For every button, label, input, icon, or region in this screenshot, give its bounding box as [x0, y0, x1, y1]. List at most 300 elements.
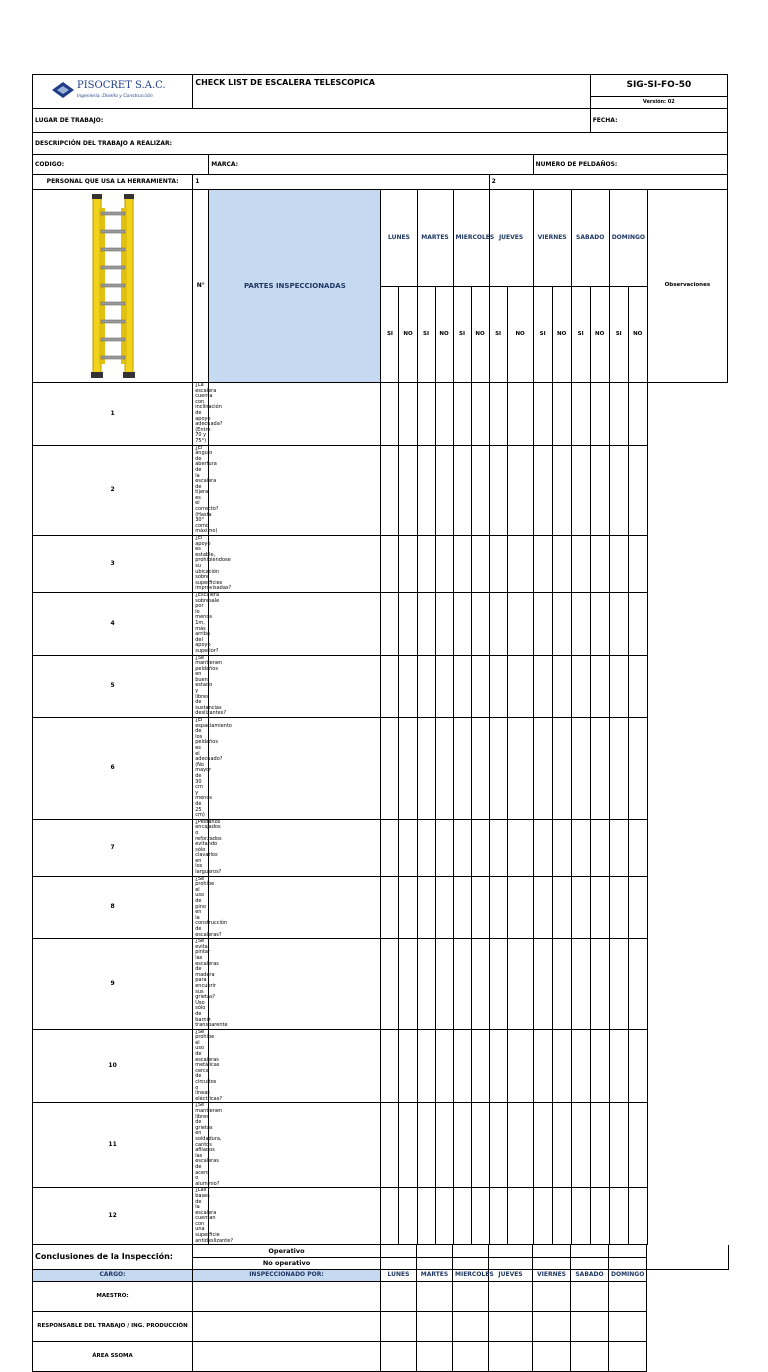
- check-cell[interactable]: [590, 655, 609, 718]
- sig-day-viernes: VIERNES: [533, 1269, 571, 1281]
- check-cell[interactable]: [489, 876, 507, 939]
- signature-row-label: MAESTRO:: [33, 1281, 193, 1311]
- check-cell[interactable]: [209, 819, 381, 876]
- check-cell[interactable]: [571, 718, 590, 820]
- check-cell[interactable]: [435, 1029, 453, 1103]
- check-cell[interactable]: [489, 592, 507, 655]
- signature-cell[interactable]: [381, 1281, 417, 1311]
- check-cell[interactable]: [399, 445, 417, 536]
- table-row: [33, 1103, 728, 1188]
- check-cell[interactable]: [417, 876, 435, 939]
- signature-cell[interactable]: [193, 1341, 381, 1371]
- operativo-label: Operativo: [193, 1245, 381, 1257]
- check-cell[interactable]: [489, 819, 507, 876]
- check-cell[interactable]: [552, 383, 571, 446]
- check-cell[interactable]: [533, 718, 552, 820]
- no-operativo-label: No operativo: [193, 1257, 381, 1269]
- check-cell[interactable]: [399, 655, 417, 718]
- check-cell[interactable]: [435, 876, 453, 939]
- check-cell[interactable]: [533, 655, 552, 718]
- check-cell[interactable]: [590, 1029, 609, 1103]
- no-operativo-cell[interactable]: [381, 1257, 417, 1269]
- observation-cell[interactable]: [628, 655, 647, 718]
- check-cell[interactable]: [590, 383, 609, 446]
- check-cell[interactable]: [453, 819, 471, 876]
- no-header: NO: [435, 286, 453, 383]
- check-cell[interactable]: [533, 819, 552, 876]
- company-tagline: Ingeniería, Diseño y Construcción: [77, 94, 153, 99]
- check-cell[interactable]: [571, 1029, 590, 1103]
- check-cell[interactable]: [435, 1103, 453, 1188]
- check-cell[interactable]: [435, 445, 453, 536]
- check-cell[interactable]: [552, 536, 571, 593]
- check-cell[interactable]: [399, 718, 417, 820]
- check-cell[interactable]: [453, 592, 471, 655]
- check-cell[interactable]: [471, 445, 489, 536]
- check-cell[interactable]: [209, 1103, 381, 1188]
- operativo-cell[interactable]: [381, 1245, 417, 1257]
- check-cell[interactable]: [209, 1188, 381, 1245]
- check-cell[interactable]: [471, 592, 489, 655]
- day-domingo: DOMINGO: [609, 190, 647, 287]
- signature-cell[interactable]: [571, 1311, 609, 1341]
- si-header: SI: [381, 286, 399, 383]
- check-cell[interactable]: [453, 876, 471, 939]
- check-cell[interactable]: [571, 383, 590, 446]
- check-cell[interactable]: [209, 655, 381, 718]
- observation-cell[interactable]: [628, 592, 647, 655]
- check-cell[interactable]: [471, 1188, 489, 1245]
- no-header: NO: [507, 286, 533, 383]
- n-header: N°: [193, 190, 209, 383]
- check-cell[interactable]: [489, 718, 507, 820]
- operativo-cell[interactable]: [533, 1245, 571, 1257]
- day-martes: MARTES: [417, 190, 453, 287]
- check-cell[interactable]: [533, 445, 552, 536]
- item-text: ¿El apoyo es estable, prohibiéndose su ubicación sobre superficies improvisadas?: [193, 536, 209, 593]
- check-cell[interactable]: [609, 536, 628, 593]
- observaciones-header: Observaciones: [647, 190, 727, 383]
- item-number: 4: [33, 592, 193, 655]
- item-text: ¿Escalera sobresale por lo menos 1m, más arriba del apoyo superior?: [193, 592, 209, 655]
- company-logo: [33, 75, 193, 109]
- check-cell[interactable]: [571, 592, 590, 655]
- check-cell[interactable]: [507, 592, 533, 655]
- check-cell[interactable]: [533, 592, 552, 655]
- check-cell[interactable]: [533, 1029, 552, 1103]
- check-cell[interactable]: [399, 536, 417, 593]
- check-cell[interactable]: [453, 1103, 471, 1188]
- codigo-field[interactable]: CODIGO:: [33, 155, 209, 175]
- signature-cell[interactable]: [417, 1341, 453, 1371]
- check-cell[interactable]: [533, 939, 552, 1030]
- conclusions-label: Conclusiones de la Inspección:: [33, 1245, 193, 1269]
- observation-cell[interactable]: [628, 1103, 647, 1188]
- check-cell[interactable]: [399, 819, 417, 876]
- check-cell[interactable]: [453, 718, 471, 820]
- check-cell[interactable]: [399, 939, 417, 1030]
- check-cell[interactable]: [489, 445, 507, 536]
- check-cell[interactable]: [590, 1103, 609, 1188]
- check-cell[interactable]: [609, 718, 628, 820]
- no-operativo-cell[interactable]: [489, 1257, 533, 1269]
- table-row: [33, 445, 728, 536]
- check-cell[interactable]: [489, 655, 507, 718]
- check-cell[interactable]: [471, 536, 489, 593]
- personal-2-field[interactable]: 2: [489, 175, 727, 190]
- item-text: ¿Las bases de la escalera cuentan con una superficie antideslizante?: [193, 1188, 209, 1245]
- table-row: [33, 592, 728, 655]
- no-operativo-cell[interactable]: [571, 1257, 609, 1269]
- check-cell[interactable]: [381, 592, 399, 655]
- check-cell[interactable]: [209, 718, 381, 820]
- signature-cell[interactable]: [417, 1311, 453, 1341]
- table-row: [33, 536, 728, 593]
- marca-field[interactable]: MARCA:: [209, 155, 533, 175]
- check-cell[interactable]: [399, 1188, 417, 1245]
- check-cell[interactable]: [417, 445, 435, 536]
- check-cell[interactable]: [471, 383, 489, 446]
- form-version: Versión: 02: [590, 97, 727, 109]
- signature-cell[interactable]: [453, 1311, 489, 1341]
- signature-cell[interactable]: [193, 1311, 381, 1341]
- item-number: 2: [33, 445, 193, 536]
- check-cell[interactable]: [489, 1029, 507, 1103]
- check-cell[interactable]: [453, 536, 471, 593]
- check-cell[interactable]: [571, 1188, 590, 1245]
- no-header: NO: [552, 286, 571, 383]
- check-cell[interactable]: [435, 939, 453, 1030]
- check-cell[interactable]: [552, 718, 571, 820]
- si-header: SI: [489, 286, 507, 383]
- check-cell[interactable]: [399, 1029, 417, 1103]
- item-number: 12: [33, 1188, 193, 1245]
- check-cell[interactable]: [533, 876, 552, 939]
- checklist-table: [32, 74, 728, 1245]
- check-cell[interactable]: [571, 1103, 590, 1188]
- form-code: SIG-SI-FO-50: [590, 75, 727, 97]
- check-cell[interactable]: [507, 445, 533, 536]
- check-cell[interactable]: [609, 819, 628, 876]
- check-cell[interactable]: [590, 536, 609, 593]
- check-cell[interactable]: [417, 819, 435, 876]
- sig-day-jueves: JUEVES: [489, 1269, 533, 1281]
- operativo-cell[interactable]: [609, 1245, 647, 1257]
- observation-cell[interactable]: [628, 536, 647, 593]
- item-number: 9: [33, 939, 193, 1030]
- no-operativo-cell[interactable]: [417, 1257, 453, 1269]
- check-cell[interactable]: [381, 383, 399, 446]
- table-row: [33, 819, 728, 876]
- check-cell[interactable]: [435, 536, 453, 593]
- item-number: 5: [33, 655, 193, 718]
- table-row: [33, 1029, 728, 1103]
- si-header: SI: [533, 286, 552, 383]
- check-cell[interactable]: [507, 536, 533, 593]
- check-cell[interactable]: [209, 1029, 381, 1103]
- no-operativo-cell[interactable]: [533, 1257, 571, 1269]
- personal-1-field[interactable]: 1: [193, 175, 489, 190]
- si-header: SI: [609, 286, 628, 383]
- check-cell[interactable]: [552, 1029, 571, 1103]
- check-cell[interactable]: [552, 1103, 571, 1188]
- item-number: 3: [33, 536, 193, 593]
- item-number: 1: [33, 383, 193, 446]
- observation-cell[interactable]: [628, 383, 647, 446]
- check-cell[interactable]: [507, 383, 533, 446]
- signature-cell[interactable]: [533, 1281, 571, 1311]
- item-text: ¿Se prohíbe el uso de escaleras metálicas cerca de circuitos o líneas eléctricas?: [193, 1029, 209, 1103]
- check-cell[interactable]: [435, 819, 453, 876]
- check-cell[interactable]: [609, 445, 628, 536]
- check-cell[interactable]: [489, 383, 507, 446]
- no-header: NO: [628, 286, 647, 383]
- check-cell[interactable]: [471, 1103, 489, 1188]
- signature-cell[interactable]: [571, 1281, 609, 1311]
- check-cell[interactable]: [571, 819, 590, 876]
- check-cell[interactable]: [381, 819, 399, 876]
- check-cell[interactable]: [417, 939, 435, 1030]
- table-row: [33, 939, 728, 1030]
- observation-cell[interactable]: [628, 1029, 647, 1103]
- table-row: [33, 1188, 728, 1245]
- check-cell[interactable]: [471, 876, 489, 939]
- check-cell[interactable]: [552, 819, 571, 876]
- item-text: ¿El ángulo de abertura de la escalera de tijera es el correcto? (Hasta 30° como máximo): [193, 445, 209, 536]
- check-cell[interactable]: [609, 592, 628, 655]
- check-cell[interactable]: [209, 445, 381, 536]
- item-text: ¿Se mantienen libres de grietas en soldadura, cantos afilados las escaleras de acero o aluminio?: [193, 1103, 209, 1188]
- signature-cell[interactable]: [381, 1341, 417, 1371]
- signature-row-label: RESPONSABLE DEL TRABAJO / ING. PRODUCCIÓN: [33, 1311, 193, 1341]
- check-cell[interactable]: [417, 718, 435, 820]
- sig-day-lunes: LUNES: [381, 1269, 417, 1281]
- table-row: [33, 876, 728, 939]
- operativo-cell[interactable]: [489, 1245, 533, 1257]
- check-cell[interactable]: [417, 383, 435, 446]
- check-cell[interactable]: [609, 1188, 628, 1245]
- check-cell[interactable]: [471, 1029, 489, 1103]
- cargo-header: CARGO:: [33, 1269, 193, 1281]
- check-cell[interactable]: [552, 655, 571, 718]
- check-cell[interactable]: [381, 1103, 399, 1188]
- si-header: SI: [453, 286, 471, 383]
- check-cell[interactable]: [590, 819, 609, 876]
- check-cell[interactable]: [399, 383, 417, 446]
- observation-cell[interactable]: [628, 939, 647, 1030]
- check-cell[interactable]: [417, 655, 435, 718]
- signature-cell[interactable]: [489, 1341, 533, 1371]
- check-cell[interactable]: [533, 1103, 552, 1188]
- check-cell[interactable]: [435, 718, 453, 820]
- item-number: 7: [33, 819, 193, 876]
- check-cell[interactable]: [552, 876, 571, 939]
- checklist-sheet: [32, 74, 728, 1372]
- check-cell[interactable]: [590, 445, 609, 536]
- check-cell[interactable]: [381, 445, 399, 536]
- check-cell[interactable]: [209, 876, 381, 939]
- operativo-cell[interactable]: [453, 1245, 489, 1257]
- check-cell[interactable]: [381, 876, 399, 939]
- conclusions-table: [32, 1245, 729, 1372]
- check-cell[interactable]: [399, 1103, 417, 1188]
- check-cell[interactable]: [571, 939, 590, 1030]
- check-cell[interactable]: [609, 876, 628, 939]
- no-operativo-cell[interactable]: [609, 1257, 647, 1269]
- observation-cell[interactable]: [628, 876, 647, 939]
- check-cell[interactable]: [381, 536, 399, 593]
- descripcion-field[interactable]: DESCRIPCIÓN DEL TRABAJO A REALIZAR:: [33, 133, 728, 155]
- check-cell[interactable]: [552, 1188, 571, 1245]
- signature-row-label: ÁREA SSOMA: [33, 1341, 193, 1371]
- check-cell[interactable]: [507, 718, 533, 820]
- sig-day-sabado: SABADO: [571, 1269, 609, 1281]
- check-cell[interactable]: [489, 536, 507, 593]
- check-cell[interactable]: [489, 1103, 507, 1188]
- check-cell[interactable]: [533, 383, 552, 446]
- check-cell[interactable]: [590, 876, 609, 939]
- check-cell[interactable]: [453, 383, 471, 446]
- lugar-field[interactable]: LUGAR DE TRABAJO:: [33, 109, 591, 133]
- check-cell[interactable]: [507, 876, 533, 939]
- check-cell[interactable]: [609, 939, 628, 1030]
- signature-cell[interactable]: [571, 1341, 609, 1371]
- signature-cell[interactable]: [489, 1311, 533, 1341]
- check-cell[interactable]: [533, 1188, 552, 1245]
- no-header: NO: [590, 286, 609, 383]
- check-cell[interactable]: [471, 939, 489, 1030]
- signature-cell[interactable]: [453, 1341, 489, 1371]
- check-cell[interactable]: [552, 939, 571, 1030]
- check-cell[interactable]: [471, 655, 489, 718]
- conclusion-notes[interactable]: [647, 1245, 729, 1269]
- day-jueves: JUEVES: [489, 190, 533, 287]
- day-sabado: SABADO: [571, 190, 609, 287]
- day-viernes: VIERNES: [533, 190, 571, 287]
- check-cell[interactable]: [209, 383, 381, 446]
- no-operativo-cell[interactable]: [453, 1257, 489, 1269]
- no-header: NO: [471, 286, 489, 383]
- signature-cell[interactable]: [193, 1281, 381, 1311]
- signature-cell[interactable]: [533, 1341, 571, 1371]
- signature-cell[interactable]: [609, 1311, 647, 1341]
- check-cell[interactable]: [533, 536, 552, 593]
- check-cell[interactable]: [609, 383, 628, 446]
- signature-cell[interactable]: [489, 1281, 533, 1311]
- table-row: [33, 383, 728, 446]
- check-cell[interactable]: [609, 1029, 628, 1103]
- ladder-icon: [83, 190, 143, 380]
- blank-area: [647, 1269, 729, 1371]
- check-cell[interactable]: [417, 1188, 435, 1245]
- check-cell[interactable]: [609, 1103, 628, 1188]
- table-row: [33, 718, 728, 820]
- check-cell[interactable]: [209, 592, 381, 655]
- check-cell[interactable]: [507, 655, 533, 718]
- check-cell[interactable]: [590, 1188, 609, 1245]
- check-cell[interactable]: [435, 383, 453, 446]
- check-cell[interactable]: [453, 655, 471, 718]
- check-cell[interactable]: [417, 1103, 435, 1188]
- peldanos-field[interactable]: NUMERO DE PELDAÑOS:: [533, 155, 727, 175]
- check-cell[interactable]: [381, 655, 399, 718]
- check-cell[interactable]: [590, 718, 609, 820]
- observation-cell[interactable]: [628, 718, 647, 820]
- check-cell[interactable]: [571, 655, 590, 718]
- check-cell[interactable]: [209, 536, 381, 593]
- check-cell[interactable]: [507, 1029, 533, 1103]
- check-cell[interactable]: [571, 536, 590, 593]
- check-cell[interactable]: [453, 1188, 471, 1245]
- check-cell[interactable]: [552, 445, 571, 536]
- check-cell[interactable]: [381, 1188, 399, 1245]
- table-row: [33, 655, 728, 718]
- check-cell[interactable]: [489, 939, 507, 1030]
- check-cell[interactable]: [471, 819, 489, 876]
- signature-cell[interactable]: [533, 1311, 571, 1341]
- logo-diamond-icon: [51, 81, 75, 99]
- operativo-cell[interactable]: [571, 1245, 609, 1257]
- sig-day-miercoles: MIERCOLES: [453, 1269, 489, 1281]
- check-cell[interactable]: [381, 718, 399, 820]
- observation-cell[interactable]: [628, 819, 647, 876]
- check-cell[interactable]: [453, 445, 471, 536]
- check-cell[interactable]: [381, 939, 399, 1030]
- check-cell[interactable]: [399, 876, 417, 939]
- check-cell[interactable]: [381, 1029, 399, 1103]
- si-header: SI: [417, 286, 435, 383]
- check-cell[interactable]: [571, 876, 590, 939]
- item-number: 10: [33, 1029, 193, 1103]
- check-cell[interactable]: [435, 592, 453, 655]
- signature-cell[interactable]: [381, 1311, 417, 1341]
- check-cell[interactable]: [417, 592, 435, 655]
- check-cell[interactable]: [435, 655, 453, 718]
- check-cell[interactable]: [590, 939, 609, 1030]
- check-cell[interactable]: [453, 1029, 471, 1103]
- observation-cell[interactable]: [628, 445, 647, 536]
- signature-cell[interactable]: [453, 1281, 489, 1311]
- signature-cell[interactable]: [609, 1341, 647, 1371]
- observation-cell[interactable]: [628, 1188, 647, 1245]
- check-cell[interactable]: [571, 445, 590, 536]
- check-cell[interactable]: [453, 939, 471, 1030]
- personal-label: PERSONAL QUE USA LA HERRAMIENTA:: [33, 175, 193, 190]
- check-cell[interactable]: [590, 592, 609, 655]
- check-cell[interactable]: [471, 718, 489, 820]
- item-text: ¿Se prohíbe el uso de pino en la construcción de escaleras?: [193, 876, 209, 939]
- fecha-field[interactable]: FECHA:: [590, 109, 727, 133]
- item-number: 8: [33, 876, 193, 939]
- check-cell[interactable]: [489, 1188, 507, 1245]
- check-cell[interactable]: [435, 1188, 453, 1245]
- check-cell[interactable]: [552, 592, 571, 655]
- check-cell[interactable]: [507, 939, 533, 1030]
- operativo-cell[interactable]: [417, 1245, 453, 1257]
- signature-cell[interactable]: [417, 1281, 453, 1311]
- check-cell[interactable]: [417, 1029, 435, 1103]
- item-number: 11: [33, 1103, 193, 1188]
- day-miercoles: MIERCOLES: [453, 190, 489, 287]
- check-cell[interactable]: [507, 1103, 533, 1188]
- check-cell[interactable]: [507, 1188, 533, 1245]
- signature-cell[interactable]: [609, 1281, 647, 1311]
- check-cell[interactable]: [399, 592, 417, 655]
- check-cell[interactable]: [507, 819, 533, 876]
- check-cell[interactable]: [209, 939, 381, 1030]
- check-cell[interactable]: [417, 536, 435, 593]
- check-cell[interactable]: [609, 655, 628, 718]
